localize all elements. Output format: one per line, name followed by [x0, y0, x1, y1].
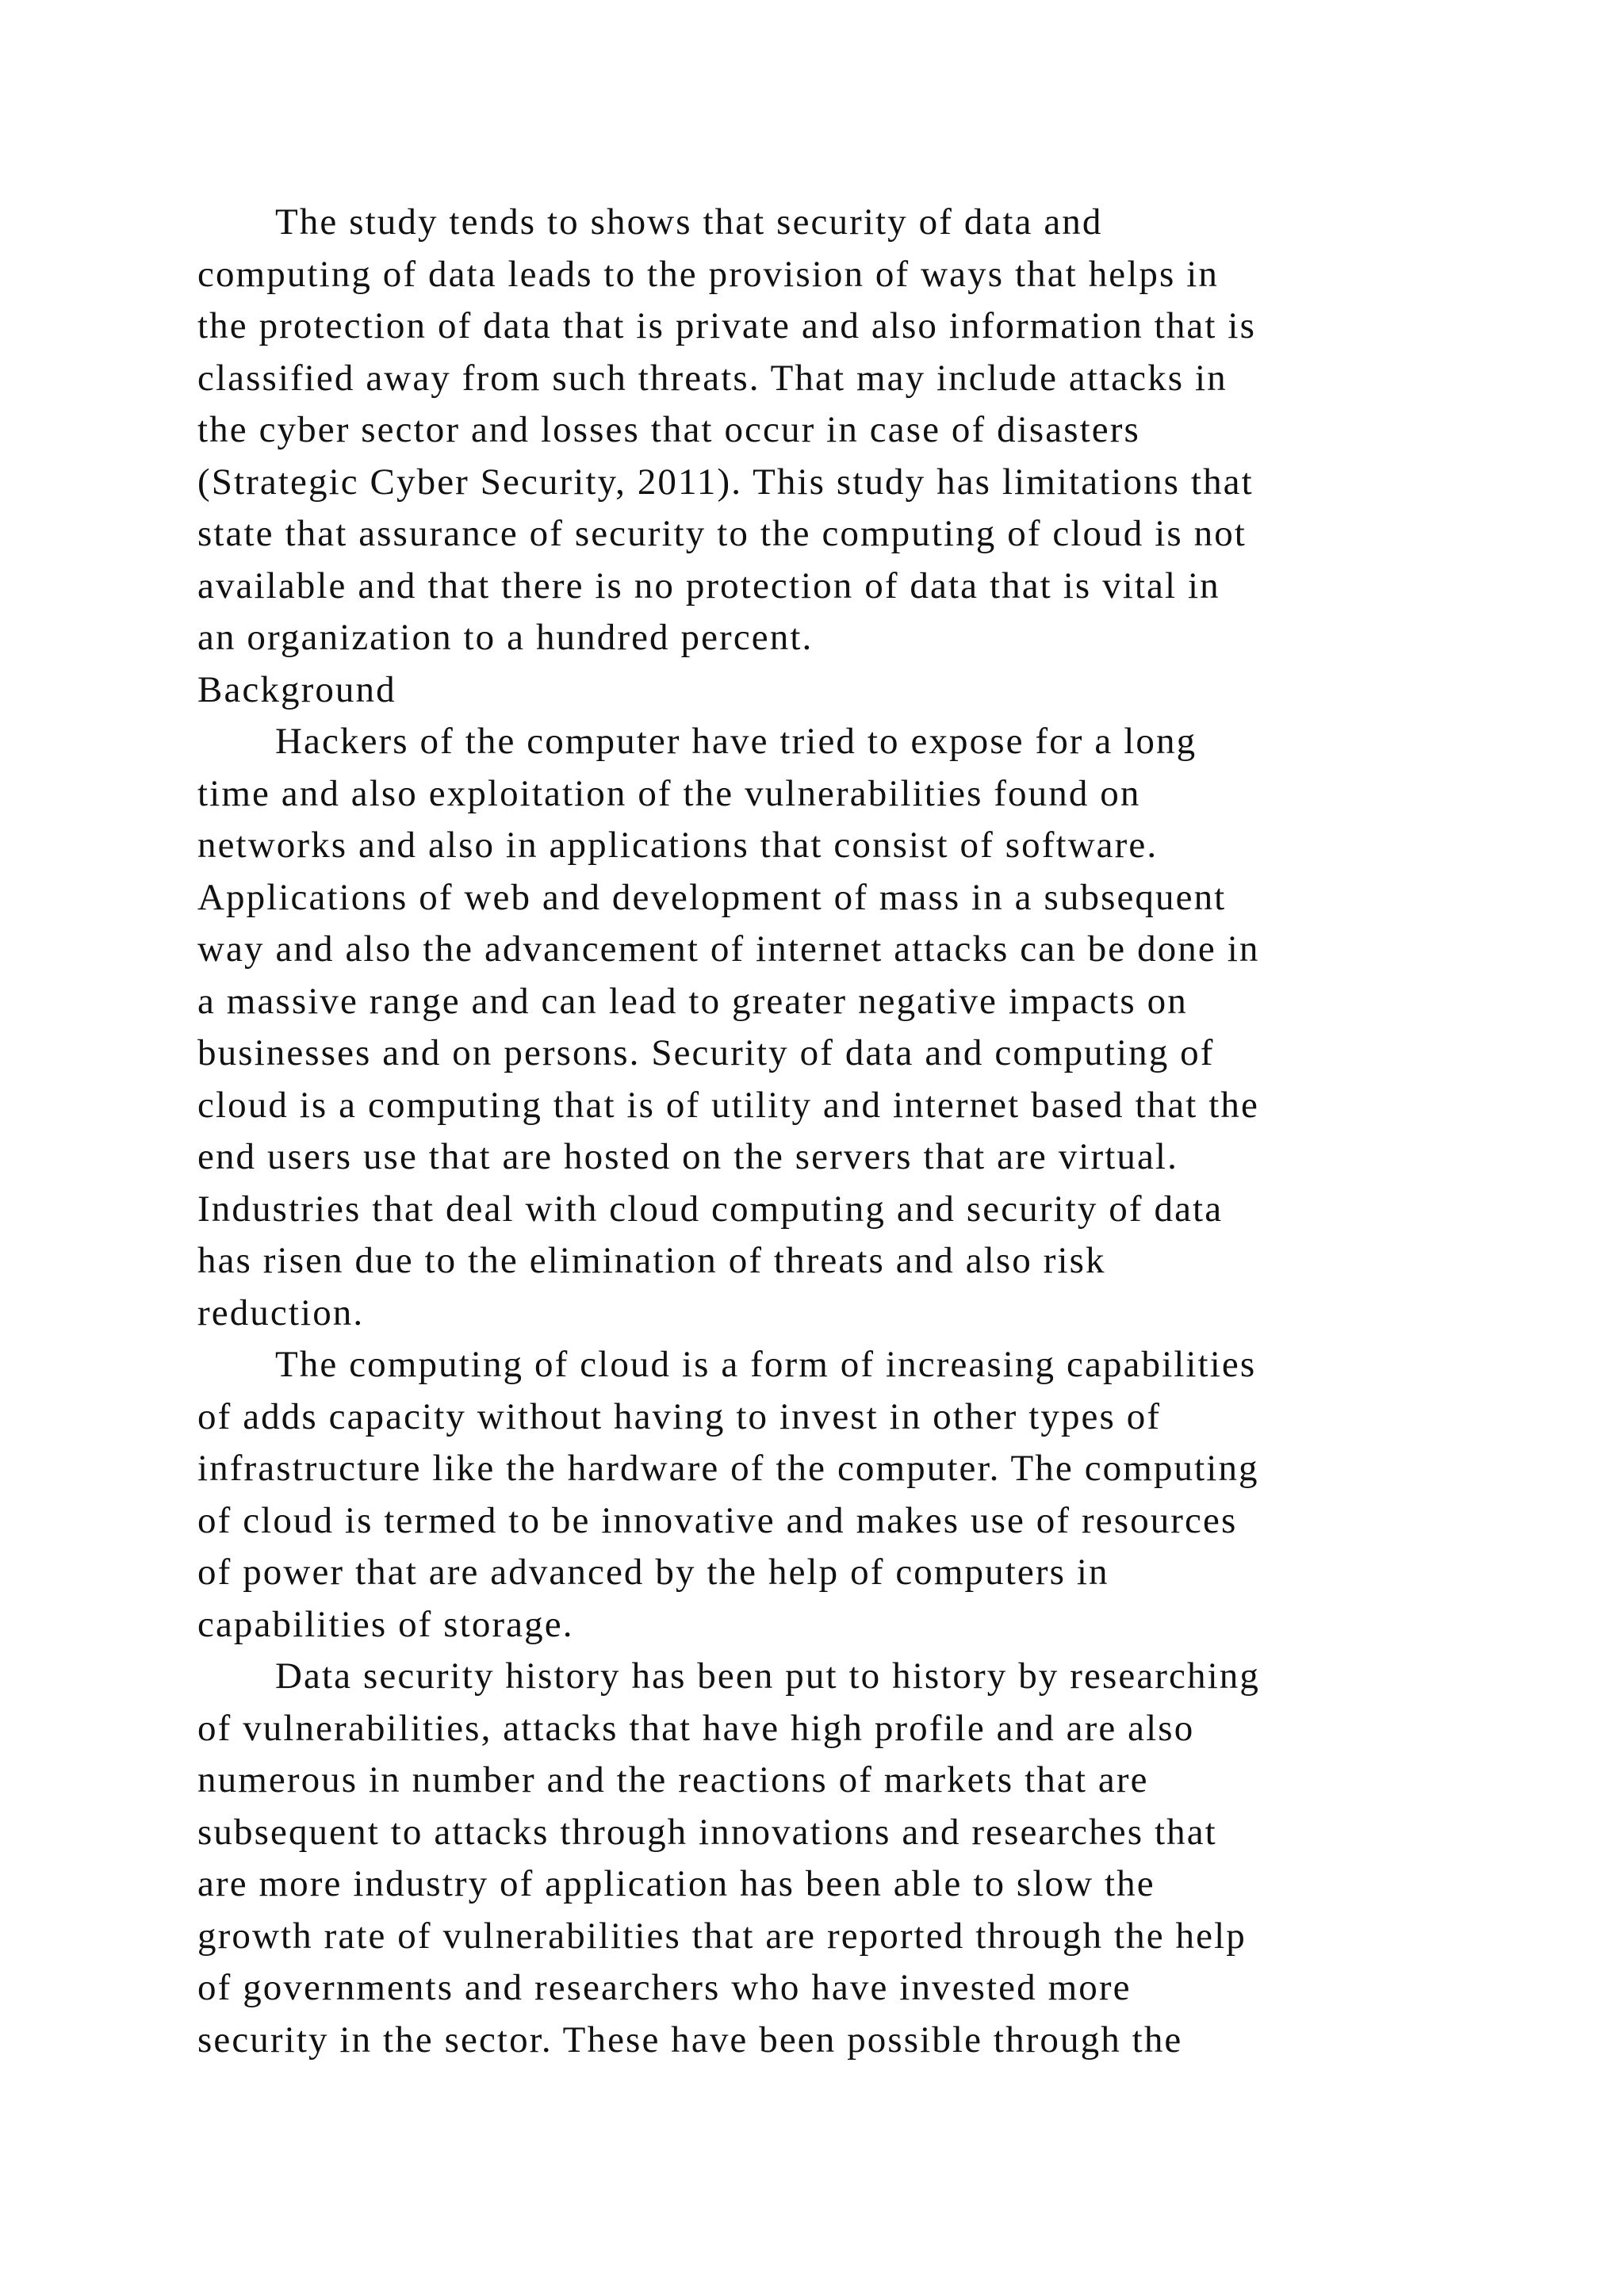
text-line: computing of data leads to the provision of ways that helps in	[197, 253, 1220, 295]
text-line: growth rate of vulnerabilities that are reported through the help	[197, 1915, 1247, 1957]
section-heading: Background	[197, 668, 396, 710]
text-line: The computing of cloud is a form of increasing capabilities	[275, 1344, 1257, 1385]
text-line: reduction.	[197, 1292, 365, 1334]
text-line: has risen due to the elimination of threats and also risk	[197, 1240, 1106, 1281]
text-line: state that assurance of security to the computing of cloud is not	[197, 513, 1247, 554]
text-line: of governments and researchers who have invested more	[197, 1967, 1132, 2008]
text-line: (Strategic Cyber Security, 2011). This study has limitations that	[197, 461, 1254, 503]
text-line: of cloud is termed to be innovative and makes use of resources	[197, 1499, 1238, 1541]
text-line: end users use that are hosted on the servers that are virtual.	[197, 1136, 1178, 1177]
text-line: subsequent to attacks through innovations and researches that	[197, 1811, 1217, 1853]
text-line: capabilities of storage.	[197, 1603, 574, 1645]
text-line: Applications of web and development of mass in a subsequent	[197, 876, 1227, 918]
text-line: time and also exploitation of the vulnerabilities found on	[197, 772, 1141, 814]
text-line: infrastructure like the hardware of the computer. The computing	[197, 1448, 1259, 1489]
text-line: of adds capacity without having to invest in other types of	[197, 1395, 1162, 1437]
text-line: the protection of data that is private and also information that is	[197, 305, 1256, 346]
text-line: of vulnerabilities, attacks that have high profile and are also	[197, 1707, 1195, 1749]
text-line: cloud is a computing that is of utility and internet based that the	[197, 1084, 1259, 1126]
text-line: an organization to a hundred percent.	[197, 617, 814, 658]
text-line: security in the sector. These have been possible through the	[197, 2019, 1183, 2061]
text-line: Data security history has been put to history by researching	[275, 1655, 1260, 1697]
text-line: The study tends to shows that security of data and	[275, 201, 1103, 243]
document-body	[197, 197, 1466, 2066]
text-line: available and that there is no protection of data that is vital in	[197, 564, 1220, 607]
text-line: the cyber sector and losses that occur in case of disasters	[197, 409, 1140, 450]
text-line: networks and also in applications that consist of software.	[197, 825, 1159, 866]
text-line: classified away from such threats. That may include attacks in	[197, 357, 1228, 399]
text-line: of power that are advanced by the help of computers in	[197, 1552, 1109, 1593]
text-line: numerous in number and the reactions of markets that are	[197, 1759, 1149, 1800]
text-line: a massive range and can lead to greater negative impacts on	[197, 980, 1188, 1022]
text-line: businesses and on persons. Security of data and computing of	[197, 1032, 1215, 1073]
text-line: Industries that deal with cloud computing and security of data	[197, 1188, 1224, 1230]
text-line: are more industry of application has been able to slow the	[197, 1863, 1155, 1904]
text-line: way and also the advancement of internet attacks can be done in	[197, 928, 1260, 970]
text-line: Hackers of the computer have tried to expose for a long	[275, 721, 1197, 762]
